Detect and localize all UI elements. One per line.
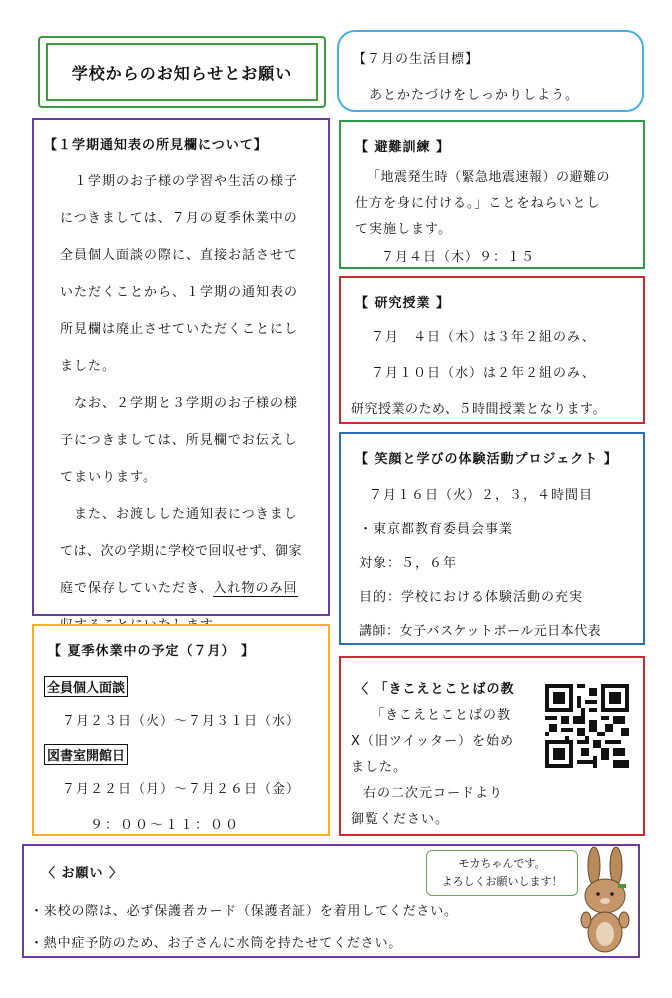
- interview-label: 全員個人面談: [44, 676, 128, 697]
- page-title: 学校からのお知らせとお願い: [71, 63, 293, 83]
- report-line: いただくことから、１学期の通知表の: [60, 285, 299, 300]
- drill-heading: 【 避難訓練 】: [355, 140, 451, 155]
- project-lecturer: 講師：女子バスケットボール元日本代表: [359, 624, 602, 639]
- request-item: ・熱中症予防のため、お子さんに水筒を持たせてください。: [30, 936, 403, 951]
- report-line: 所見欄は廃止させていただくことにし: [60, 322, 299, 337]
- library-dates: ７月２２日（月）～７月２６日（金）: [62, 782, 301, 797]
- project-heading: 【 笑顔と学びの体験活動プロジェクト 】: [355, 452, 618, 467]
- report-line: 子につきましては、所見欄でお伝えし: [60, 433, 298, 448]
- library-hours: ９：００～１１：００: [90, 818, 241, 833]
- interview-label-wrap: [44, 676, 128, 697]
- request-item: ・来校の際は、必ず保護者カード（保護者証）を着用してください。: [30, 904, 458, 919]
- monthly-goal-box: [337, 30, 644, 112]
- rabbit-mascot-icon: [572, 846, 638, 956]
- project-sponsor: ・東京都教育委員会事業: [359, 522, 514, 537]
- goal-heading: 【７月の生活目標】: [353, 52, 480, 67]
- summer-schedule-box: [32, 624, 330, 836]
- research-lesson-box: [339, 276, 645, 424]
- interview-dates: ７月２３日（火）～７月３１日（水）: [62, 714, 301, 729]
- kikoe-line: 御覧ください。: [351, 812, 450, 827]
- mascot-speech-bubble: [426, 850, 578, 896]
- report-line: [60, 577, 298, 596]
- report-line: ては、次の学期に学校で回収せず、御家: [60, 544, 302, 559]
- kikoe-line: 右の二次元コードより: [363, 786, 504, 801]
- research-line2: ７月１０日（水）は２年２組のみ、: [371, 366, 596, 381]
- report-heading: 【１学期通知表の所見欄について】: [44, 138, 268, 153]
- drill-line: て実施します。: [355, 222, 452, 237]
- report-line: ました。: [60, 359, 117, 374]
- drill-line: 「地震発生時（緊急地震速報）の避難の: [367, 170, 611, 185]
- bubble-line1: モカちゃんです。: [458, 857, 546, 870]
- project-date: ７月１６日（火）２，３，４時間目: [369, 488, 594, 503]
- report-line: 全員個人面談の際に、直接お話させて: [60, 248, 299, 263]
- evacuation-drill-box: [339, 120, 645, 269]
- report-line-text: 庭で保存していただき、: [60, 581, 214, 596]
- kikoe-line: X（旧ツイッター）を始め: [351, 734, 514, 749]
- drill-line: 仕方を身に付ける。」ことをねらいとし: [355, 196, 601, 211]
- report-line: また、お渡しした通知表につきまし: [74, 507, 298, 522]
- report-underline-a: 入れ物のみ回: [213, 581, 298, 596]
- project-target: 対象：５，６年: [359, 556, 458, 571]
- report-line: １学期のお子様の学習や生活の様子: [74, 174, 299, 189]
- request-heading: 〈 お願い 〉: [42, 866, 124, 881]
- library-label: 図書室開館日: [44, 744, 128, 765]
- project-purpose: 目的：学校における体験活動の充実: [359, 590, 584, 605]
- report-line: てまいります。: [60, 470, 157, 485]
- report-line: につきましては、７月の夏季休業中の: [60, 211, 298, 226]
- kikoe-line: 「きこえとことばの教: [371, 708, 512, 723]
- title-box: [46, 43, 318, 101]
- research-line3: 研究授業のため、５時間授業となります。: [351, 402, 606, 417]
- qr-code-icon[interactable]: [545, 684, 629, 768]
- report-line: なお、２学期と３学期のお子様の様: [74, 396, 299, 411]
- drill-date: ７月４日（木）９：１５: [381, 250, 536, 265]
- summer-heading: 【 夏季休業中の予定（７月） 】: [48, 644, 256, 659]
- research-heading: 【 研究授業 】: [355, 296, 451, 311]
- kikoe-heading: 〈 「きこえとことばの教: [355, 682, 515, 697]
- library-label-wrap: [44, 744, 128, 765]
- bubble-line2: よろしくお願いします！: [441, 875, 563, 888]
- experience-project-box: [339, 432, 645, 645]
- goal-text: あとかたづけをしっかりしよう。: [369, 88, 580, 103]
- report-card-box: [32, 118, 330, 616]
- research-line1: ７月 ４日（木）は３年２組のみ、: [371, 330, 596, 345]
- kikoe-line: ました。: [351, 760, 408, 775]
